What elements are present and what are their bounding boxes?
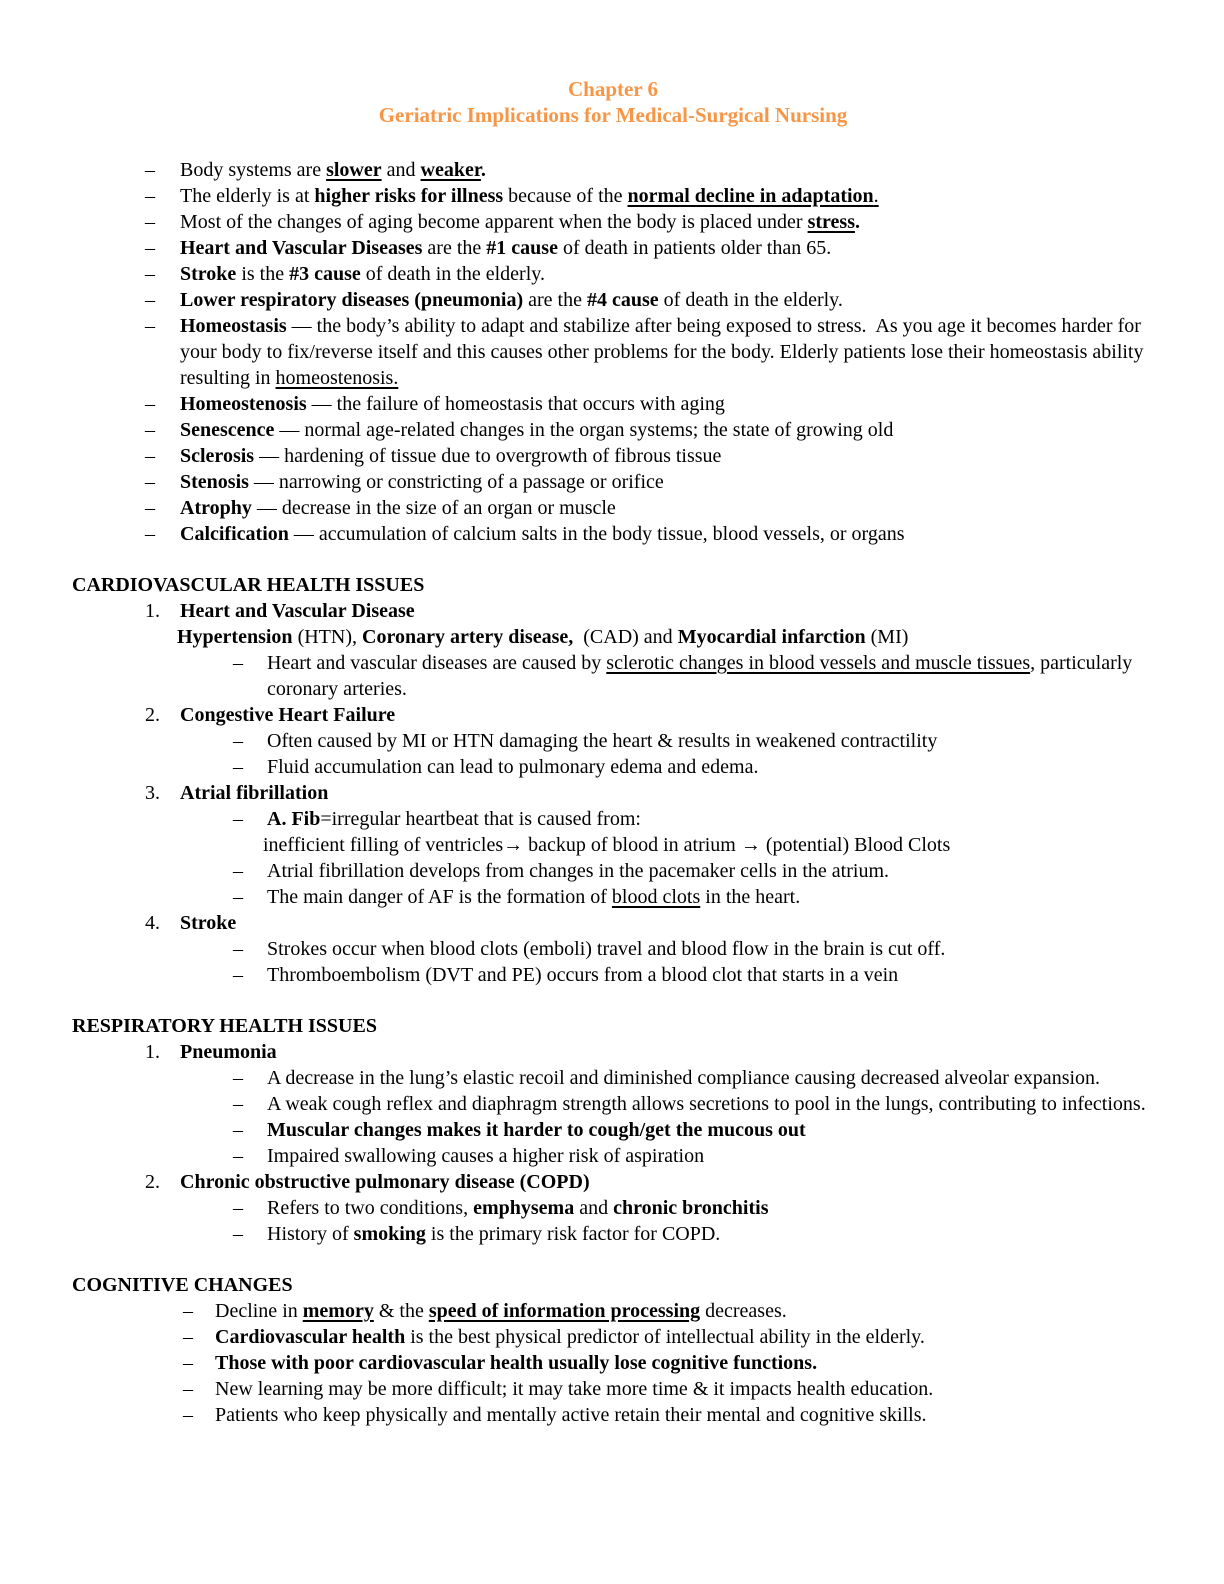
sub-bullet-item	[72, 936, 1154, 962]
bullet-item	[72, 1324, 1154, 1350]
sub-bullet-item	[72, 650, 1154, 702]
dash-bullet-marker: –	[183, 1326, 193, 1348]
section-heading	[72, 572, 1154, 598]
line-text: Decline in memory & the speed of information processing decreases.	[215, 1300, 787, 1322]
line-text: A. Fib=irregular heartbeat that is caused from:	[267, 808, 641, 830]
line-text: inefficient filling of ventricles→ backup of blood in atrium → (potential) Blood Clots	[263, 834, 951, 856]
dash-bullet-marker: –	[233, 1119, 243, 1141]
sub-bullet-item	[72, 1143, 1154, 1169]
sub-bullet-item	[72, 962, 1154, 988]
line-text: Homeostenosis — the failure of homeostasis that occurs with aging	[180, 393, 725, 415]
list-number-marker: 2.	[145, 1171, 160, 1193]
bullet-item	[72, 313, 1154, 391]
chapter-heading: Chapter 6	[567, 77, 659, 101]
sub-bullet-item	[72, 1117, 1154, 1143]
dash-bullet-marker: –	[145, 211, 155, 233]
line-text: A weak cough reflex and diaphragm strength allows secretions to pool in the lungs, contributing to infections.	[267, 1093, 1146, 1115]
dash-bullet-marker: –	[183, 1378, 193, 1400]
line-text: Sclerosis — hardening of tissue due to overgrowth of fibrous tissue	[180, 445, 722, 467]
line-text: CARDIOVASCULAR HEALTH ISSUES	[72, 574, 425, 596]
bullet-item	[72, 1376, 1154, 1402]
line-text: Hypertension (HTN), Coronary artery disease, (CAD) and Myocardial infarction (MI)	[177, 626, 909, 648]
line-text: Often caused by MI or HTN damaging the heart & results in weakened contractility	[267, 730, 938, 752]
dash-bullet-marker: –	[233, 1145, 243, 1167]
line-text: Stenosis — narrowing or constricting of a passage or orifice	[180, 471, 664, 493]
line-text: Calcification — accumulation of calcium salts in the body tissue, blood vessels, or organs	[180, 523, 905, 545]
line-text: Impaired swallowing causes a higher risk of aspiration	[267, 1145, 705, 1167]
line-text: Thromboembolism (DVT and PE) occurs from a blood clot that starts in a vein	[267, 964, 899, 986]
line-text: Cardiovascular health is the best physical predictor of intellectual ability in the elderly.	[215, 1326, 925, 1348]
dash-bullet-marker: –	[233, 808, 243, 830]
sub-bullet-item	[72, 1195, 1154, 1221]
line-text: RESPIRATORY HEALTH ISSUES	[72, 1015, 377, 1037]
line-text: History of smoking is the primary risk factor for COPD.	[267, 1223, 721, 1245]
line-text: Heart and Vascular Disease	[180, 600, 415, 622]
line-text: Lower respiratory diseases (pneumonia) are the #4 cause of death in the elderly.	[180, 289, 843, 311]
dash-bullet-marker: –	[145, 471, 155, 493]
dash-bullet-marker: –	[233, 730, 243, 752]
line-text: A decrease in the lung’s elastic recoil and diminished compliance causing decreased alveolar expansion.	[267, 1067, 1101, 1089]
dash-bullet-marker: –	[233, 860, 243, 882]
numbered-item	[72, 598, 1154, 624]
line-text: Senescence — normal age-related changes in the organ systems; the state of growing old	[180, 419, 894, 441]
bullet-item	[72, 391, 1154, 417]
dash-bullet-marker: –	[233, 1067, 243, 1089]
sub-bullet-item	[72, 1091, 1154, 1117]
bullet-item	[72, 495, 1154, 521]
numbered-item	[72, 1169, 1154, 1195]
line-text: Atrial fibrillation	[180, 782, 329, 804]
line-text: Fluid accumulation can lead to pulmonary edema and edema.	[267, 756, 759, 778]
line-text: Strokes occur when blood clots (emboli) travel and blood flow in the brain is cut off.	[267, 938, 946, 960]
section-heading	[72, 1272, 1154, 1298]
sub-bullet-item	[72, 1221, 1154, 1247]
numbered-item	[72, 780, 1154, 806]
list-number-marker: 1.	[145, 600, 160, 622]
bullet-item	[72, 1298, 1154, 1324]
dash-bullet-marker: –	[183, 1300, 193, 1322]
line-text: Pneumonia	[180, 1041, 277, 1063]
document-body	[72, 157, 1154, 1428]
document-subtitle: Geriatric Implications for Medical-Surgical Nursing	[378, 103, 848, 127]
dash-bullet-marker: –	[145, 185, 155, 207]
line-text: Atrophy — decrease in the size of an organ or muscle	[180, 497, 616, 519]
list-number-marker: 2.	[145, 704, 160, 726]
sub-bullet-item	[72, 754, 1154, 780]
line-text: New learning may be more difficult; it may take more time & it impacts health education.	[215, 1378, 934, 1400]
continuation-line	[72, 624, 1154, 650]
bullet-item	[72, 1402, 1154, 1428]
dash-bullet-marker: –	[145, 497, 155, 519]
line-text: Chronic obstructive pulmonary disease (COPD)	[180, 1171, 590, 1193]
bullet-item	[72, 261, 1154, 287]
dash-bullet-marker: –	[233, 1223, 243, 1245]
dash-bullet-marker: –	[145, 315, 155, 337]
dash-bullet-marker: –	[233, 1197, 243, 1219]
numbered-item	[72, 702, 1154, 728]
line-text: Atrial fibrillation develops from changes in the pacemaker cells in the atrium.	[267, 860, 890, 882]
line-text: Refers to two conditions, emphysema and chronic bronchitis	[267, 1197, 769, 1219]
line-text: Congestive Heart Failure	[180, 704, 396, 726]
sub-bullet-item	[72, 728, 1154, 754]
line-text: Stroke	[180, 912, 237, 934]
bullet-item	[72, 521, 1154, 547]
bullet-item	[72, 287, 1154, 313]
dash-bullet-marker: –	[233, 938, 243, 960]
dash-bullet-marker: –	[145, 523, 155, 545]
list-number-marker: 3.	[145, 782, 160, 804]
line-text: Body systems are slower and weaker.	[180, 159, 486, 181]
dash-bullet-marker: –	[183, 1404, 193, 1426]
bullet-item	[72, 443, 1154, 469]
dash-bullet-marker: –	[145, 445, 155, 467]
sub-bullet-item	[72, 1065, 1154, 1091]
list-number-marker: 4.	[145, 912, 160, 934]
list-number-marker: 1.	[145, 1041, 160, 1063]
dash-bullet-marker: –	[233, 1093, 243, 1115]
dash-bullet-marker: –	[145, 419, 155, 441]
line-text: COGNITIVE CHANGES	[72, 1274, 293, 1296]
dash-bullet-marker: –	[145, 263, 155, 285]
line-text: Those with poor cardiovascular health usually lose cognitive functions.	[215, 1352, 818, 1374]
dash-bullet-marker: –	[233, 886, 243, 908]
dash-bullet-marker: –	[145, 159, 155, 181]
line-text: Patients who keep physically and mentally active retain their mental and cognitive skills.	[215, 1404, 927, 1426]
line-text: Muscular changes makes it harder to cough/get the mucous out	[267, 1119, 806, 1141]
bullet-item	[72, 183, 1154, 209]
numbered-item	[72, 1039, 1154, 1065]
sub-bullet-item	[72, 806, 1154, 832]
line-text: Heart and vascular diseases are caused by sclerotic changes in blood vessels and muscle tissues, particularly coronary arteries.	[267, 652, 1138, 700]
dash-bullet-marker: –	[233, 756, 243, 778]
line-text: The elderly is at higher risks for illness because of the normal decline in adaptation.	[180, 185, 879, 207]
line-text: Stroke is the #3 cause of death in the elderly.	[180, 263, 545, 285]
numbered-item	[72, 910, 1154, 936]
dash-bullet-marker: –	[145, 393, 155, 415]
dash-bullet-marker: –	[145, 289, 155, 311]
bullet-item	[72, 157, 1154, 183]
document-title	[72, 76, 1154, 128]
bullet-item	[72, 235, 1154, 261]
sub-bullet-item	[72, 884, 1154, 910]
dash-bullet-marker: –	[233, 652, 243, 674]
line-text: Most of the changes of aging become apparent when the body is placed under stress.	[180, 211, 860, 233]
bullet-item	[72, 469, 1154, 495]
sub-continuation-line	[72, 832, 1154, 858]
bullet-item	[72, 417, 1154, 443]
dash-bullet-marker: –	[183, 1352, 193, 1374]
line-text: Heart and Vascular Diseases are the #1 cause of death in patients older than 65.	[180, 237, 832, 259]
sub-bullet-item	[72, 858, 1154, 884]
line-text: Homeostasis — the body’s ability to adapt and stabilize after being exposed to stress. As you age it becomes harder for your body to fix/reverse itself and this causes other problems for the body. Elderly patients lose their homeostasis ability resulting in homeostenosis.	[180, 315, 1149, 389]
dash-bullet-marker: –	[233, 964, 243, 986]
section-heading	[72, 1013, 1154, 1039]
dash-bullet-marker: –	[145, 237, 155, 259]
line-text: The main danger of AF is the formation of blood clots in the heart.	[267, 886, 801, 908]
bullet-item	[72, 209, 1154, 235]
bullet-item	[72, 1350, 1154, 1376]
